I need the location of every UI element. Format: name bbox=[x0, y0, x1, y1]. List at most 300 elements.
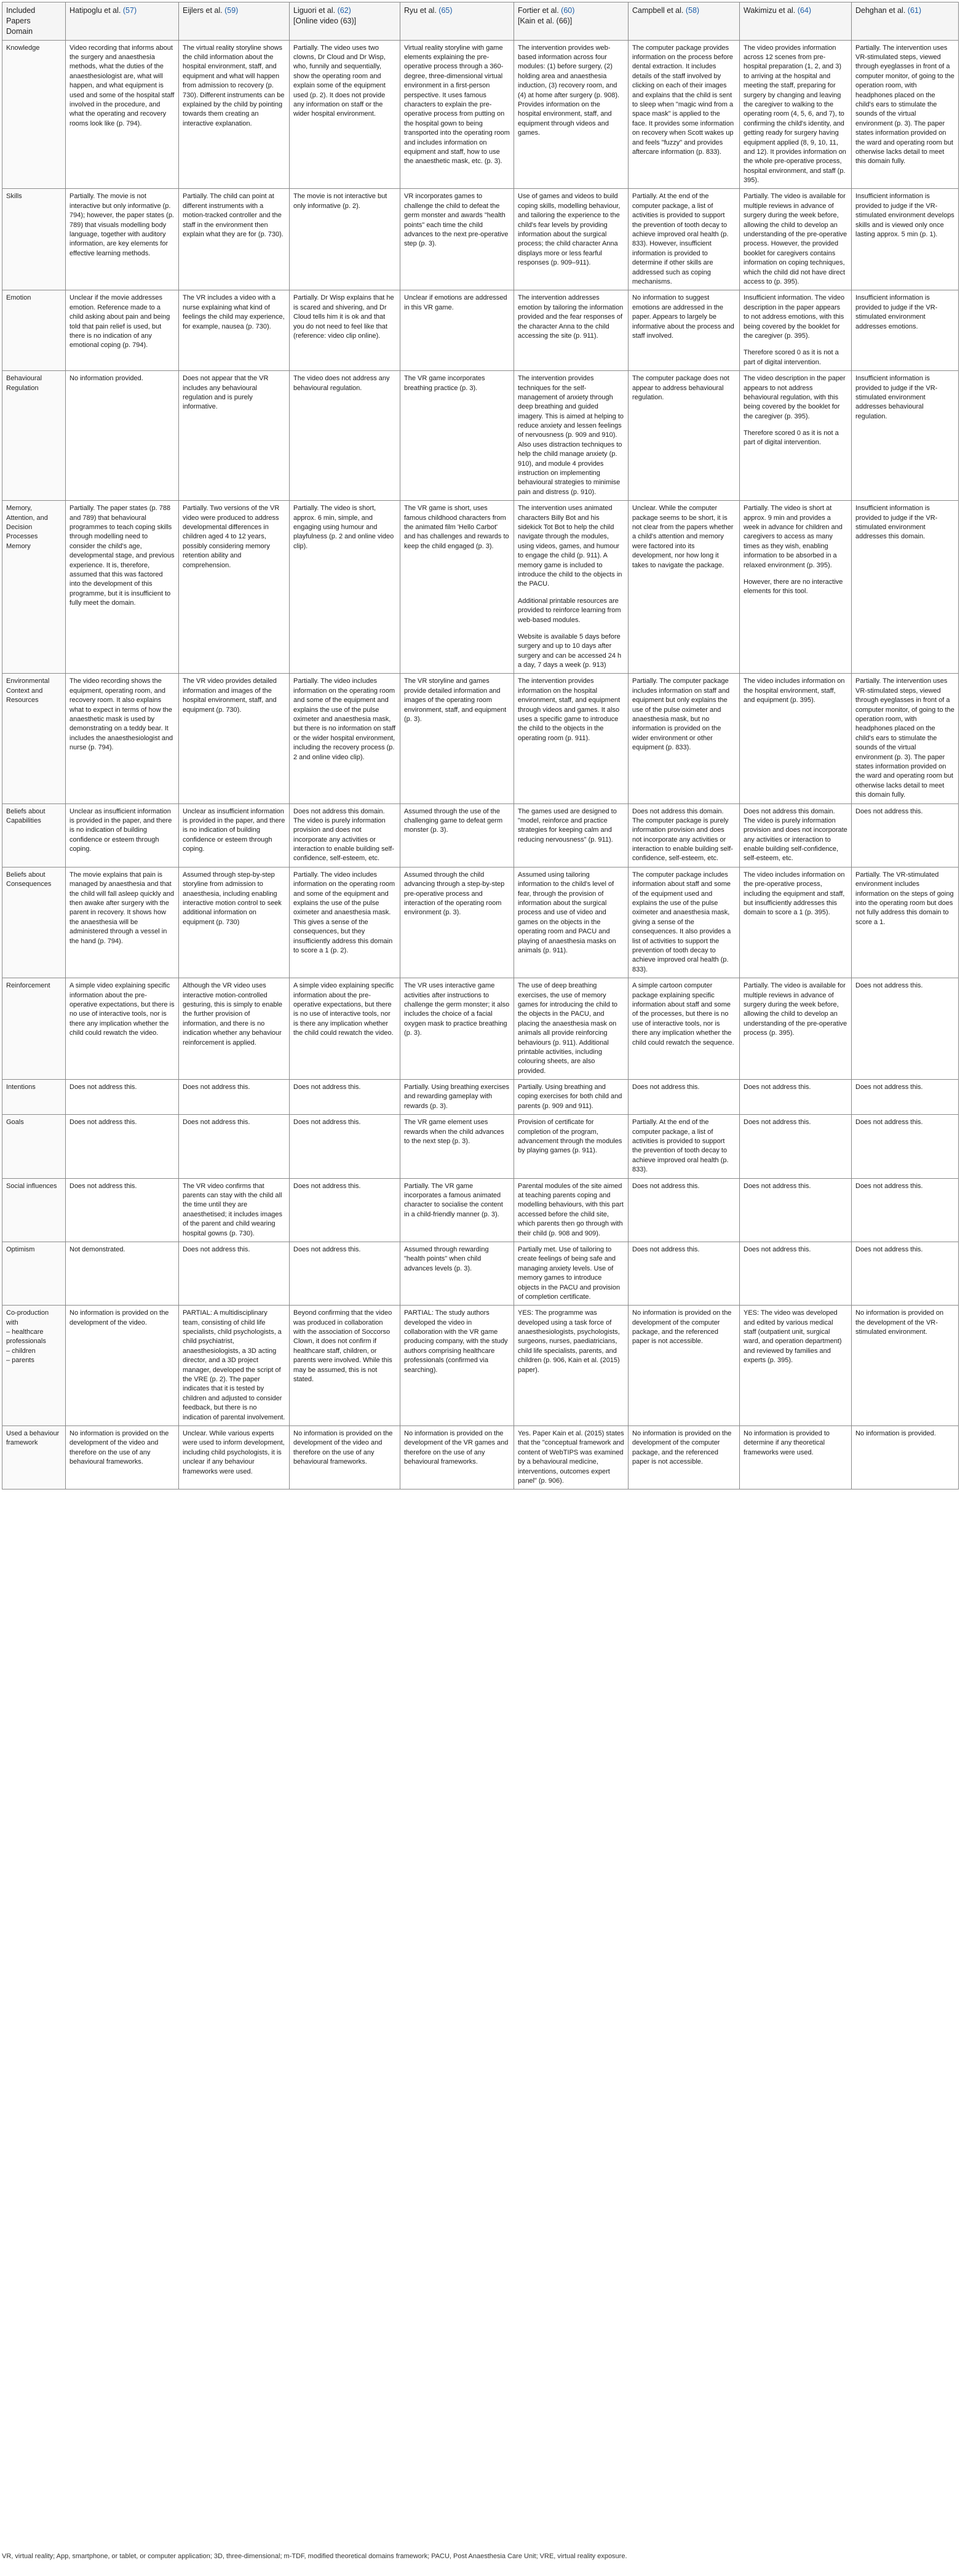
table-cell bbox=[514, 674, 629, 804]
table-cell bbox=[179, 674, 290, 804]
table-cell bbox=[290, 501, 400, 674]
table-cell bbox=[629, 290, 740, 371]
table-cell bbox=[629, 804, 740, 867]
cell-text: Unclear if the movie addresses emotion. Reference made to a child asking about pain and being told that pain relief is used, but there is no indication of any emotional coping (p. 794). bbox=[69, 294, 170, 349]
table-cell bbox=[740, 1306, 852, 1426]
table-cell bbox=[290, 1426, 400, 1489]
cell-text: The video does not address any behavioural regulation. bbox=[293, 375, 390, 392]
cell-text: Provision of certificate for completion of the program, advancement through the modules by playing games (p. 911). bbox=[518, 1119, 622, 1155]
table-cell bbox=[852, 1306, 959, 1426]
table-cell bbox=[852, 1080, 959, 1115]
header-label: Dehghan et al. bbox=[855, 6, 906, 15]
header-domain bbox=[2, 2, 66, 41]
cell-text: No information is provided on the development of the video and therefore on the use of any behavioural frameworks. bbox=[69, 1429, 169, 1466]
table-cell bbox=[400, 1178, 514, 1242]
cell-text: Partially. The video is available for multiple reviews in advance of surgery during the week before, allowing the child to develop an understanding of the pre-operative process (p. 395). bbox=[744, 982, 847, 1037]
cell-text: Assumed using tailoring information to the child's level of fear, through the provision of information about the surgical process and use of video and games on the objects in the operating room and PACU and playing of anaesthesia masks on animals (p. 911). bbox=[518, 871, 616, 954]
header-label: Hatipoglu et al. bbox=[69, 6, 121, 15]
cell-text: Partially. Using breathing and coping exercises for both child and parents (p. 909 and 911). bbox=[518, 1083, 622, 1110]
cell-text: The movie explains that pain is managed by anaesthesia and that the child will fall asleep quickly and then awake after surgery with the parent in recovery. It shows how the anaesthesia will be administered through a vessel in the hand (p. 794). bbox=[69, 871, 174, 945]
table-cell bbox=[514, 371, 629, 501]
cell-text: Partially. The video is short at approx. 9 min and provides a week in advance for children and caregivers to access as many times as they wish, enabling information to be absorbed in a relaxed environment (p. 395). bbox=[744, 504, 843, 569]
cell-text: The video includes information on the pre-operative process, including the equipment and staff, but insufficiently addresses this domain to score a 1 (p. 395). bbox=[744, 871, 845, 917]
cell-text: The intervention uses animated characters Billy Bot and his sidekick Tot Bot to help the child navigate through the modules, using videos, games, and humour to engage the child (p. 911). A memory game is included to introduce the child to the objects in the PACU. bbox=[518, 504, 622, 588]
table-cell bbox=[740, 804, 852, 867]
table-cell bbox=[629, 978, 740, 1080]
table-cell bbox=[740, 867, 852, 978]
table-cell bbox=[400, 674, 514, 804]
table-cell bbox=[290, 978, 400, 1080]
cell-text: Does not address this. bbox=[183, 1083, 250, 1091]
citation-link[interactable]: (59) bbox=[224, 6, 239, 15]
header-paper bbox=[400, 2, 514, 41]
table-cell bbox=[66, 1306, 179, 1426]
table-cell bbox=[629, 1426, 740, 1489]
cell-text: Therefore scored 0 as it is not a part of digital intervention. bbox=[744, 429, 839, 447]
table-cell bbox=[514, 1178, 629, 1242]
cell-text: The movie is not interactive but only informative (p. 2). bbox=[293, 193, 387, 210]
table-cell bbox=[66, 1178, 179, 1242]
cell-text: Does not address this. bbox=[744, 1245, 811, 1253]
table-cell bbox=[852, 978, 959, 1080]
table-cell bbox=[852, 290, 959, 371]
table-cell bbox=[852, 501, 959, 674]
table-cell bbox=[179, 189, 290, 290]
table-cell bbox=[740, 978, 852, 1080]
table-cell bbox=[629, 40, 740, 189]
table-cell bbox=[179, 501, 290, 674]
table-cell bbox=[514, 1426, 629, 1489]
cell-text: Insufficient information is provided to judge if the VR-stimulated environment addresses emotions. bbox=[855, 294, 938, 330]
table-cell bbox=[740, 1426, 852, 1489]
cell-text: The VR includes a video with a nurse explaining what kind of feelings the child may experience, for example, nausea (p. 730). bbox=[183, 294, 285, 330]
table-cell bbox=[629, 1242, 740, 1305]
cell-text: The intervention provides information on the hospital environment, staff, and equipment through videos and games. It also uses a specific game to introduce the child to the objects in the operating room (p. 911). bbox=[518, 677, 621, 742]
table-cell bbox=[629, 1080, 740, 1115]
header-paper bbox=[629, 2, 740, 41]
cell-text: Partially. The child can point at different instruments with a motion-tracked controller and the staff in the environment then explain what they are for (p. 730). bbox=[183, 193, 284, 239]
table-cell bbox=[852, 804, 959, 867]
cell-text: Partially. The video includes information on the operating room and some of the equipment and explains the use of the pulse oximeter and anaesthesia mask, but there is no information on staff or the wider hospital environment, including the recovery process (p. 2 and online video clip). bbox=[293, 677, 396, 761]
table-cell bbox=[179, 371, 290, 501]
cell-text: The VR game is short, uses famous childhood characters from the animated film 'Hello Carbot' and has challenges and rewards to keep the child engaged (p. 3). bbox=[404, 504, 509, 550]
cell-text: VR incorporates games to challenge the child to defeat the germ monster and awards "health points" each time the child advances to the next pre-operative step (p. 3). bbox=[404, 193, 509, 248]
table-cell bbox=[66, 674, 179, 804]
cell-text: Does not address this. bbox=[293, 1182, 361, 1190]
cell-text: Does not address this. bbox=[69, 1119, 137, 1127]
table-cell bbox=[400, 1080, 514, 1115]
table-cell bbox=[290, 1080, 400, 1115]
cell-text: Does not address this. bbox=[632, 1083, 700, 1091]
table-cell bbox=[400, 1242, 514, 1305]
cell-text: Unclear if emotions are addressed in this VR game. bbox=[404, 294, 507, 311]
cell-text: YES: The programme was developed using a task force of anaesthesiologists, psychologists, surgeons, nurses, paediatricians, child life specialists, parents, and children (p. 906, Kain et al. (2015) paper). bbox=[518, 1309, 620, 1374]
cell-text: Partially. The video is available for multiple reviews in advance of surgery during the week before, allowing the child to develop an understanding of the pre-operative process. However, the provided booklet for caregivers contains information on coping techniques, which the child did not have direct access to (p. 395). bbox=[744, 193, 847, 285]
table-body bbox=[2, 40, 959, 1489]
domain-cell: Optimism bbox=[2, 1242, 66, 1305]
citation-link[interactable]: (65) bbox=[438, 6, 453, 15]
table-cell bbox=[290, 1242, 400, 1305]
table-cell bbox=[290, 867, 400, 978]
domain-cell: Intentions bbox=[2, 1080, 66, 1115]
table-cell bbox=[179, 290, 290, 371]
table-cell bbox=[179, 1426, 290, 1489]
table-cell bbox=[290, 804, 400, 867]
cell-text: A simple video explaining specific information about the pre-operative expectations, but there is no use of interactive tools, nor is there any implication whether the child could rewatch the video. bbox=[69, 982, 175, 1037]
cell-text: The intervention provides techniques for the self-management of anxiety through deep breathing and guided imagery. This is aimed at helping to reduce anxiety and lessen feelings of nervousness (p. 909 and 910). Also uses distraction techniques to help the child manage anxiety (p. 910), and module 4 provides instruction on implementing behavioural strategies to minimise pain and distress (p. 910). bbox=[518, 375, 624, 496]
cell-text: Does not appear that the VR includes any behavioural regulation and is purely informative. bbox=[183, 375, 269, 411]
domain-cell: Used a behaviour framework bbox=[2, 1426, 66, 1489]
cell-text: Partially. The VR game incorporates a famous animated character to socialise the content in a child-friendly manner (p. 3). bbox=[404, 1182, 503, 1218]
cell-text: The VR video confirms that parents can stay with the child all the time until they are anaesthetised; it includes images of the parent and child wearing hospital gowns (p. 730). bbox=[183, 1182, 283, 1237]
domain-cell: Beliefs about Consequences bbox=[2, 867, 66, 978]
cell-text: No information to suggest emotions are addressed in the paper. Appears to largely be informative about the process and staff involved. bbox=[632, 294, 734, 340]
cell-text: Does not address this domain. The computer package is purely information provision and does not incorporate any activities or interaction to enable building self-confidence, self-esteem, etc. bbox=[632, 807, 733, 863]
cell-text: The computer package does not appear to address behavioural regulation. bbox=[632, 375, 729, 401]
cell-text: Insufficient information is provided to judge if the VR-stimulated environment addresses behavioural regulation. bbox=[855, 375, 938, 420]
table-cell bbox=[400, 371, 514, 501]
cell-text: Does not address this domain. The video is purely information provision and does not incorporate any activities or interaction to enable building self-confidence, self-esteem, etc. bbox=[293, 807, 394, 863]
table-cell bbox=[66, 1080, 179, 1115]
table-cell bbox=[400, 290, 514, 371]
domain-cell: Behavioural Regulation bbox=[2, 371, 66, 501]
cell-text: Does not address this. bbox=[632, 1245, 700, 1253]
cell-text: The VR game element uses rewards when the child advances to the next step (p. 3). bbox=[404, 1119, 504, 1146]
table-row bbox=[2, 1080, 959, 1115]
cell-text: The video includes information on the hospital environment, staff, and equipment (p. 395). bbox=[744, 677, 845, 704]
cell-text: Partially. The video is short, approx. 6 min, simple, and engaging using humour and playfulness (p. 2 and online video clip). bbox=[293, 504, 394, 550]
table-row bbox=[2, 290, 959, 371]
table-cell bbox=[400, 1306, 514, 1426]
table-cell bbox=[514, 1306, 629, 1426]
table-row bbox=[2, 804, 959, 867]
table-row bbox=[2, 1426, 959, 1489]
header-label: Liguori et al. bbox=[293, 6, 336, 15]
cell-text: Partially. The computer package includes information on staff and equipment but only explains the use of the pulse oximeter and anaesthesia mask, but no information is provided on the wider environment or other equipment (p. 833). bbox=[632, 677, 730, 752]
cell-text: Assumed through rewarding "health points" when child advances levels (p. 3). bbox=[404, 1245, 489, 1272]
cell-text: Use of games and videos to build coping skills, modelling behaviour, and tailoring the experience to the child's fear levels by providing information about the surgical process; the child character Anna displays more or less fearful responses (p. 909–911). bbox=[518, 193, 621, 267]
table-cell bbox=[629, 867, 740, 978]
cell-text: Partially. Dr Wisp explains that he is scared and shivering, and Dr Cloud tells him it is ok and that you do not need to feel like that (reference: video clip online). bbox=[293, 294, 394, 340]
cell-text: Insufficient information is provided to judge if the VR-stimulated environment develops skills and is viewed only once lasting approx. 5 min (p. 1). bbox=[855, 193, 954, 239]
cell-text: Does not address this. bbox=[855, 1245, 923, 1253]
table-cell bbox=[852, 1115, 959, 1178]
table-cell bbox=[740, 674, 852, 804]
cell-text: No information is provided on the development of the computer package, and the referenced paper is not accessible. bbox=[632, 1309, 732, 1346]
table-cell bbox=[400, 1426, 514, 1489]
cell-text: PARTIAL: A multidisciplinary team, consisting of child life specialists, child psychologists, a child psychiatrist, anaesthesiologists, a 3D acting director, and a 3D project manager, developed the script of the VRE (p. 2). The paper indicates that it is tested by children and adjusted to consider feedback, but there is no indication of parental involvement. bbox=[183, 1309, 285, 1421]
table-cell bbox=[179, 1178, 290, 1242]
cell-text: Assumed through step-by-step storyline from admission to anaesthesia, including enabling interactive motion control to seek additional information on equipment (p. 730) bbox=[183, 871, 282, 926]
table-cell bbox=[514, 867, 629, 978]
cell-text: Does not address this. bbox=[855, 1182, 923, 1190]
header-paper bbox=[740, 2, 852, 41]
cell-text: Partially met. Use of tailoring to create feelings of being safe and managing anxiety levels. Use of memory games to introduce objects in the PACU and provision of completion certificate. bbox=[518, 1245, 621, 1301]
cell-text: Partially. The movie is not interactive but only informative (p. 794); however, the paper states (p. 789) that visuals modelling body language, together with auditory information, are key elements for effective learning methods. bbox=[69, 193, 174, 257]
table-header bbox=[2, 2, 959, 41]
papers-domain-table bbox=[2, 2, 959, 1489]
cell-text: No information is provided on the development of the computer package, and the referenced paper is not accessible. bbox=[632, 1429, 732, 1466]
header-label: Eijlers et al. bbox=[183, 6, 223, 15]
cell-text: Does not address this. bbox=[855, 1083, 923, 1091]
table-cell bbox=[66, 804, 179, 867]
cell-text: No information is provided on the development of the VR games and therefore on the use of any behavioural frameworks. bbox=[404, 1429, 509, 1466]
table-cell bbox=[852, 867, 959, 978]
table-cell bbox=[400, 40, 514, 189]
table-row bbox=[2, 867, 959, 978]
citation-link[interactable]: (57) bbox=[122, 6, 137, 15]
cell-text: Unclear. While the computer package seems to be short, it is not clear from the papers whether a child's attention and memory were factored into its development, nor how long it takes to navigate the package. bbox=[632, 504, 734, 569]
table-container bbox=[2, 2, 958, 1489]
table-cell bbox=[400, 867, 514, 978]
table-cell bbox=[629, 371, 740, 501]
table-cell bbox=[66, 1115, 179, 1178]
cell-text: Unclear as insufficient information is provided in the paper, and there is no indication of building confidence or esteem through coping. bbox=[183, 807, 285, 853]
cell-text: Partially. The intervention uses VR-stimulated steps, viewed through eyeglasses in front of a computer monitor, of going to the operation room, with headphones placed on the child's ears to stimulate the sounds of the virtual environment (p. 3). The paper states information provided on the ward and operating room but otherwise lacks detail to meet this domain fully. bbox=[855, 44, 954, 165]
table-cell bbox=[290, 40, 400, 189]
table-cell bbox=[66, 1242, 179, 1305]
table-row bbox=[2, 1178, 959, 1242]
cell-text: Assumed through the child advancing through a step-by-step pre-operative process and interaction of the operating room environment (p. 3). bbox=[404, 871, 505, 917]
table-cell bbox=[740, 1080, 852, 1115]
table-cell bbox=[179, 867, 290, 978]
cell-text: The intervention addresses emotion by tailoring the information provided and the fear responses of the character Anna to the child accessing the site (p. 911). bbox=[518, 294, 624, 340]
table-cell bbox=[179, 978, 290, 1080]
table-cell bbox=[66, 501, 179, 674]
cell-text: Website is available 5 days before surgery and up to 10 days after surgery and can be accessed 24 h a day, 7 days a week (p. 913) bbox=[518, 632, 622, 669]
table-cell bbox=[852, 371, 959, 501]
table-cell bbox=[852, 1242, 959, 1305]
domain-cell: Environmental Context and Resources bbox=[2, 674, 66, 804]
cell-text: Unclear. While various experts were used to inform development, including child psychologists, it is unclear if any behaviour frameworks were used. bbox=[183, 1429, 285, 1475]
table-cell bbox=[400, 978, 514, 1080]
cell-text: Although the VR video uses interactive motion-controlled gesturing, this is simply to enable the further provision of information, and there is no indication whether any behaviour reinforcement is applied. bbox=[183, 982, 283, 1047]
cell-text: Partially. At the end of the computer package, a list of activities is provided to support the prevention of tooth decay to achieve improved oral health (p. 833). bbox=[632, 1119, 729, 1174]
cell-text: Not demonstrated. bbox=[69, 1245, 125, 1253]
table-cell bbox=[629, 501, 740, 674]
table-cell bbox=[66, 867, 179, 978]
cell-text: Partially. Two versions of the VR video were produced to address developmental differences in children aged 4 to 12 years, possibly considering memory retention ability and comprehension. bbox=[183, 504, 280, 569]
cell-text: The computer package includes information about staff and some of the equipment used and explains the use of the pulse oximeter and anaesthesia mask, giving a sense of the consequences. It also provides a list of activities to support the prevention of tooth decay to achieve improved oral health (p. 833). bbox=[632, 871, 731, 973]
cell-text: Does not address this. bbox=[69, 1083, 137, 1091]
table-cell bbox=[400, 501, 514, 674]
cell-text: Yes. Paper Kain et al. (2015) states that the "conceptual framework and content of WebTIPS was examined by a behavioural medicine, interventions, outcomes expert panel" (p. 906). bbox=[518, 1429, 624, 1485]
table-cell bbox=[852, 1178, 959, 1242]
citation-link[interactable]: (60) bbox=[561, 6, 575, 15]
cell-text: The VR storyline and games provide detailed information and images of the operating room environment, staff, and equipment (p. 3). bbox=[404, 677, 507, 724]
cell-text: The VR uses interactive game activities after instructions to challenge the germ monster; it also includes the choice of a facial oxygen mask to practice breathing (p. 3). bbox=[404, 982, 510, 1037]
header-paper bbox=[852, 2, 959, 41]
table-cell bbox=[740, 1242, 852, 1305]
header-label: Ryu et al. bbox=[404, 6, 437, 15]
table-cell bbox=[514, 1115, 629, 1178]
cell-text: Virtual reality storyline with game elements explaining the pre-operative process through a 360-degree, three-dimensional virtual environment in a first-person perspective. It uses famous characters to explain the pre-operative process from putting on the hospital gown to being transported into the operating room and includes information on equipment and staff, how to use the anaesthetic mask, etc. (p. 3). bbox=[404, 44, 510, 165]
table-row bbox=[2, 40, 959, 189]
cell-text: Partially. Using breathing exercises and rewarding gameplay with rewards (p. 3). bbox=[404, 1083, 509, 1110]
domain-cell: Knowledge bbox=[2, 40, 66, 189]
cell-text: The intervention provides web-based information across four modules: (1) before surgery, (2) holding area and anaesthesia induction, (3) recovery room, and (4) at home after surgery (p. 908). Provides information on the hospital environment, staff, and equipment through videos and games. bbox=[518, 44, 620, 137]
table-cell bbox=[740, 40, 852, 189]
cell-text: No information is provided. bbox=[855, 1429, 936, 1437]
table-cell bbox=[629, 189, 740, 290]
header-paper bbox=[66, 2, 179, 41]
table-cell bbox=[514, 1242, 629, 1305]
cell-text: Partially. At the end of the computer package, a list of activities is provided to support the prevention of tooth decay to achieve improved oral health (p. 833). However, insufficient information is provided to determine if other skills are addressed such as coping mechanisms. bbox=[632, 193, 729, 285]
cell-text: The video description in the paper appears to not address behavioural regulation, with this being covered by the booklet for the caregiver (p. 395). bbox=[744, 375, 846, 420]
citation-link[interactable]: (64) bbox=[797, 6, 811, 15]
cell-text: The virtual reality storyline shows the child information about the hospital environment, staff, and equipment and what will happen from admission to recovery (p. 730). Different instruments can be explained by the child by pointing towards them creating an interactive explanation. bbox=[183, 44, 285, 127]
cell-text: No information is provided on the development of the VR-stimulated environment. bbox=[855, 1309, 944, 1336]
cell-text: No information is provided on the development of the video. bbox=[69, 1309, 169, 1326]
table-cell bbox=[400, 189, 514, 290]
header-row bbox=[2, 2, 959, 41]
header-paper bbox=[179, 2, 290, 41]
table-cell bbox=[514, 290, 629, 371]
cell-text: Does not address this. bbox=[69, 1182, 137, 1190]
table-cell bbox=[852, 1426, 959, 1489]
cell-text: Partially. The VR-stimulated environment includes information on the steps of going into the operating room but does not fully address this domain to score a 1. bbox=[855, 871, 954, 926]
cell-text: Does not address this. bbox=[744, 1083, 811, 1091]
cell-text: Assumed through the use of the challenging game to defeat germ monster (p. 3). bbox=[404, 807, 503, 834]
header-extra: [Kain et al. (66)] bbox=[518, 16, 573, 25]
table-cell bbox=[66, 1426, 179, 1489]
table-cell bbox=[514, 1080, 629, 1115]
table-row bbox=[2, 1115, 959, 1178]
table-footnote: VR, virtual reality; App, smartphone, or tablet, or computer application; 3D, three-dimensional; m-TDF, modified theoretical domains framework; PACU, Post Anaesthesia Care Unit; VRE, virtual reality exposure. bbox=[2, 2553, 627, 2560]
cell-text: Does not address this. bbox=[293, 1083, 361, 1091]
table-cell bbox=[290, 1115, 400, 1178]
cell-text: Therefore scored 0 as it is not a part of digital intervention. bbox=[744, 349, 839, 366]
table-row bbox=[2, 978, 959, 1080]
table-cell bbox=[629, 1178, 740, 1242]
table-cell bbox=[740, 290, 852, 371]
cell-text: Video recording that informs about the surgery and anaesthesia methods, what the duties of the anaesthesiologist are, what will happen, and what equipment is used and some of the hospital staff involved in the procedure, and what the operating and recovery rooms look like (p. 794). bbox=[69, 44, 175, 127]
cell-text: Does not address this. bbox=[183, 1245, 250, 1253]
table-row bbox=[2, 371, 959, 501]
header-extra: [Online video (63)] bbox=[293, 16, 357, 25]
cell-text: Does not address this. bbox=[855, 807, 923, 815]
cell-text: Does not address this. bbox=[293, 1245, 361, 1253]
cell-text: However, there are no interactive elements for this tool. bbox=[744, 578, 843, 596]
table-cell bbox=[290, 1178, 400, 1242]
table-cell bbox=[179, 1080, 290, 1115]
citation-link[interactable]: (61) bbox=[907, 6, 922, 15]
table-cell bbox=[290, 674, 400, 804]
table-cell bbox=[179, 1306, 290, 1426]
table-cell bbox=[179, 1115, 290, 1178]
table-cell bbox=[740, 189, 852, 290]
cell-text: YES: The video was developed and edited by various medical staff (outpatient unit, surgical ward, and operation department) and reviewed by families and experts (p. 395). bbox=[744, 1309, 842, 1365]
cell-text: PARTIAL: The study authors developed the video in collaboration with the VR game producing company, with the study authors comprising healthcare professionals (confirmed via searching). bbox=[404, 1309, 508, 1374]
table-cell bbox=[629, 674, 740, 804]
table-cell bbox=[66, 189, 179, 290]
table-cell bbox=[514, 978, 629, 1080]
table-cell bbox=[740, 371, 852, 501]
citation-link[interactable]: (58) bbox=[685, 6, 700, 15]
table-cell bbox=[179, 1242, 290, 1305]
cell-text: Does not address this. bbox=[855, 982, 923, 990]
table-cell bbox=[290, 189, 400, 290]
cell-text: Does not address this. bbox=[744, 1182, 811, 1190]
cell-text: Does not address this domain. The video is purely information provision and does not incorporate any activities or interaction to enable building self-confidence, self-esteem, etc. bbox=[744, 807, 847, 863]
cell-text: Parental modules of the site aimed at teaching parents coping and modelling behaviours, with this part accessed before the child site, which parents then go through with their child (p. 908 and 909). bbox=[518, 1182, 624, 1237]
header-paper bbox=[290, 2, 400, 41]
cell-text: Partially. The video uses two clowns, Dr Cloud and Dr Wisp, who, funnily and sequentially, show the operating room and explain some of the equipment used (p. 2). It does not provide any information on staff or the wider hospital environment. bbox=[293, 44, 386, 118]
domain-cell: Beliefs about Capabilities bbox=[2, 804, 66, 867]
table-cell bbox=[179, 40, 290, 189]
domain-cell: Emotion bbox=[2, 290, 66, 371]
table-row bbox=[2, 501, 959, 674]
table-row bbox=[2, 189, 959, 290]
table-cell bbox=[852, 40, 959, 189]
domain-cell: Co-production with – healthcare professionals – children – parents bbox=[2, 1306, 66, 1426]
header-label: Wakimizu et al. bbox=[744, 6, 796, 15]
cell-text: The VR video provides detailed information and images of the hospital environment, staff, and equipment (p. 730). bbox=[183, 677, 277, 714]
cell-text: Does not address this. bbox=[632, 1182, 700, 1190]
table-cell bbox=[852, 674, 959, 804]
cell-text: Does not address this. bbox=[183, 1119, 250, 1127]
domain-cell: Goals bbox=[2, 1115, 66, 1178]
cell-text: Insufficient information is provided to judge if the VR-stimulated environment addresses this domain. bbox=[855, 504, 938, 541]
table-cell bbox=[740, 1178, 852, 1242]
cell-text: Does not address this. bbox=[744, 1119, 811, 1127]
cell-text: Insufficient information. The video description in the paper appears to not address emotions, with this being covered by the booklet for the caregiver (p. 395). bbox=[744, 294, 845, 340]
table-cell bbox=[400, 804, 514, 867]
table-cell bbox=[852, 189, 959, 290]
cell-text: No information provided. bbox=[69, 375, 143, 383]
domain-cell: Memory, Attention, and Decision Processes Memory bbox=[2, 501, 66, 674]
cell-text: Additional printable resources are provided to reinforce learning from web-based modules. bbox=[518, 597, 621, 624]
domain-cell: Social influences bbox=[2, 1178, 66, 1242]
cell-text: The video provides information across 12 scenes from pre-hospital preparation (1, 2, and 3) to arriving at the hospital and meeting the staff, preparing for surgery by changing and leaving the caregiver to walking to the operating room (4, 5, 6, and 7), to confirming the child's identity, and getting ready for surgery having equipment applied (8, 9, 10, 11, and 12). It provides information on the whole pre-operative process, hospital environment, and staff (p. 395). bbox=[744, 44, 846, 185]
header-label: Included Papers Domain bbox=[6, 6, 36, 36]
table-cell bbox=[179, 804, 290, 867]
table-cell bbox=[629, 1306, 740, 1426]
table-row bbox=[2, 1306, 959, 1426]
cell-text: The use of deep breathing exercises, the use of memory games for introducing the child to the objects in the PACU, and placing the anaesthesia mask on animals all provide reinforcing behaviours (p. 911). Additional printable activities, including colouring sheets, are also provided. bbox=[518, 982, 618, 1075]
cell-text: Does not address this. bbox=[293, 1119, 361, 1127]
cell-text: No information is provided to determine if any theoretical frameworks were used. bbox=[744, 1429, 830, 1456]
cell-text: Does not address this. bbox=[855, 1119, 923, 1127]
table-cell bbox=[740, 1115, 852, 1178]
table-cell bbox=[290, 290, 400, 371]
table-cell bbox=[290, 1306, 400, 1426]
cell-text: The video recording shows the equipment, operating room, and recovery room. It also explains what to expect in terms of how the anaesthetic mask is used by demonstrating on a teddy bear. It includes the anaesthesiologist and nurse (p. 794). bbox=[69, 677, 173, 752]
domain-cell: Reinforcement bbox=[2, 978, 66, 1080]
table-cell bbox=[66, 371, 179, 501]
header-label: Fortier et al. bbox=[518, 6, 559, 15]
header-label: Campbell et al. bbox=[632, 6, 684, 15]
cell-text: Partially. The intervention uses VR-stimulated steps, viewed through eyeglasses in front of a computer monitor, of going to the operation room, with headphones placed on the child's ears to stimulate the sounds of the virtual environment (p. 3). The paper states information provided on the ward and operating room but otherwise lacks detail to meet this domain fully. bbox=[855, 677, 954, 799]
cell-text: A simple cartoon computer package explaining specific information about staff and some of the processes, but there is no use of interactive tools, nor is there any implication whether the child could rewatch the sequence. bbox=[632, 982, 734, 1047]
table-cell bbox=[629, 1115, 740, 1178]
table-cell bbox=[514, 804, 629, 867]
cell-text: A simple video explaining specific information about the pre-operative expectations, but there is no use of interactive tools, nor is there any implication whether the child could rewatch the video. bbox=[293, 982, 394, 1037]
table-cell bbox=[400, 1115, 514, 1178]
table-cell bbox=[66, 978, 179, 1080]
cell-text: The games used are designed to "model, reinforce and practice strategies for keeping calm and reducing nervousness" (p. 911). bbox=[518, 807, 617, 843]
table-cell bbox=[740, 501, 852, 674]
header-paper bbox=[514, 2, 629, 41]
table-row bbox=[2, 1242, 959, 1305]
citation-link[interactable]: (62) bbox=[337, 6, 351, 15]
table-cell bbox=[66, 290, 179, 371]
table-row bbox=[2, 674, 959, 804]
cell-text: The computer package provides information on the process before dental extraction. It includes details of the staff involved by clicking on each of their images and explains that the child is sent to sleep when "magic wind from a space mask" is applied to the face. It provides some information on recovery when Scott wakes up and feels "fuzzy" and provides aftercare information (p. 833). bbox=[632, 44, 734, 156]
cell-text: Partially. The paper states (p. 788 and 789) that behavioural programmes to teach coping skills through modelling need to consider the child's age, developmental stage, and previous experience. It is, therefore, assumed that this was factored into the development of this programme, but it is insufficient to fully meet the domain. bbox=[69, 504, 175, 607]
table-cell bbox=[514, 501, 629, 674]
cell-text: Partially. The video includes information on the operating room and some of the equipment and explains the use of the pulse oximeter and anaesthesia mask. This gives a sense of the consequences, but they insufficiently address this domain to score a 1 (p. 2). bbox=[293, 871, 395, 954]
